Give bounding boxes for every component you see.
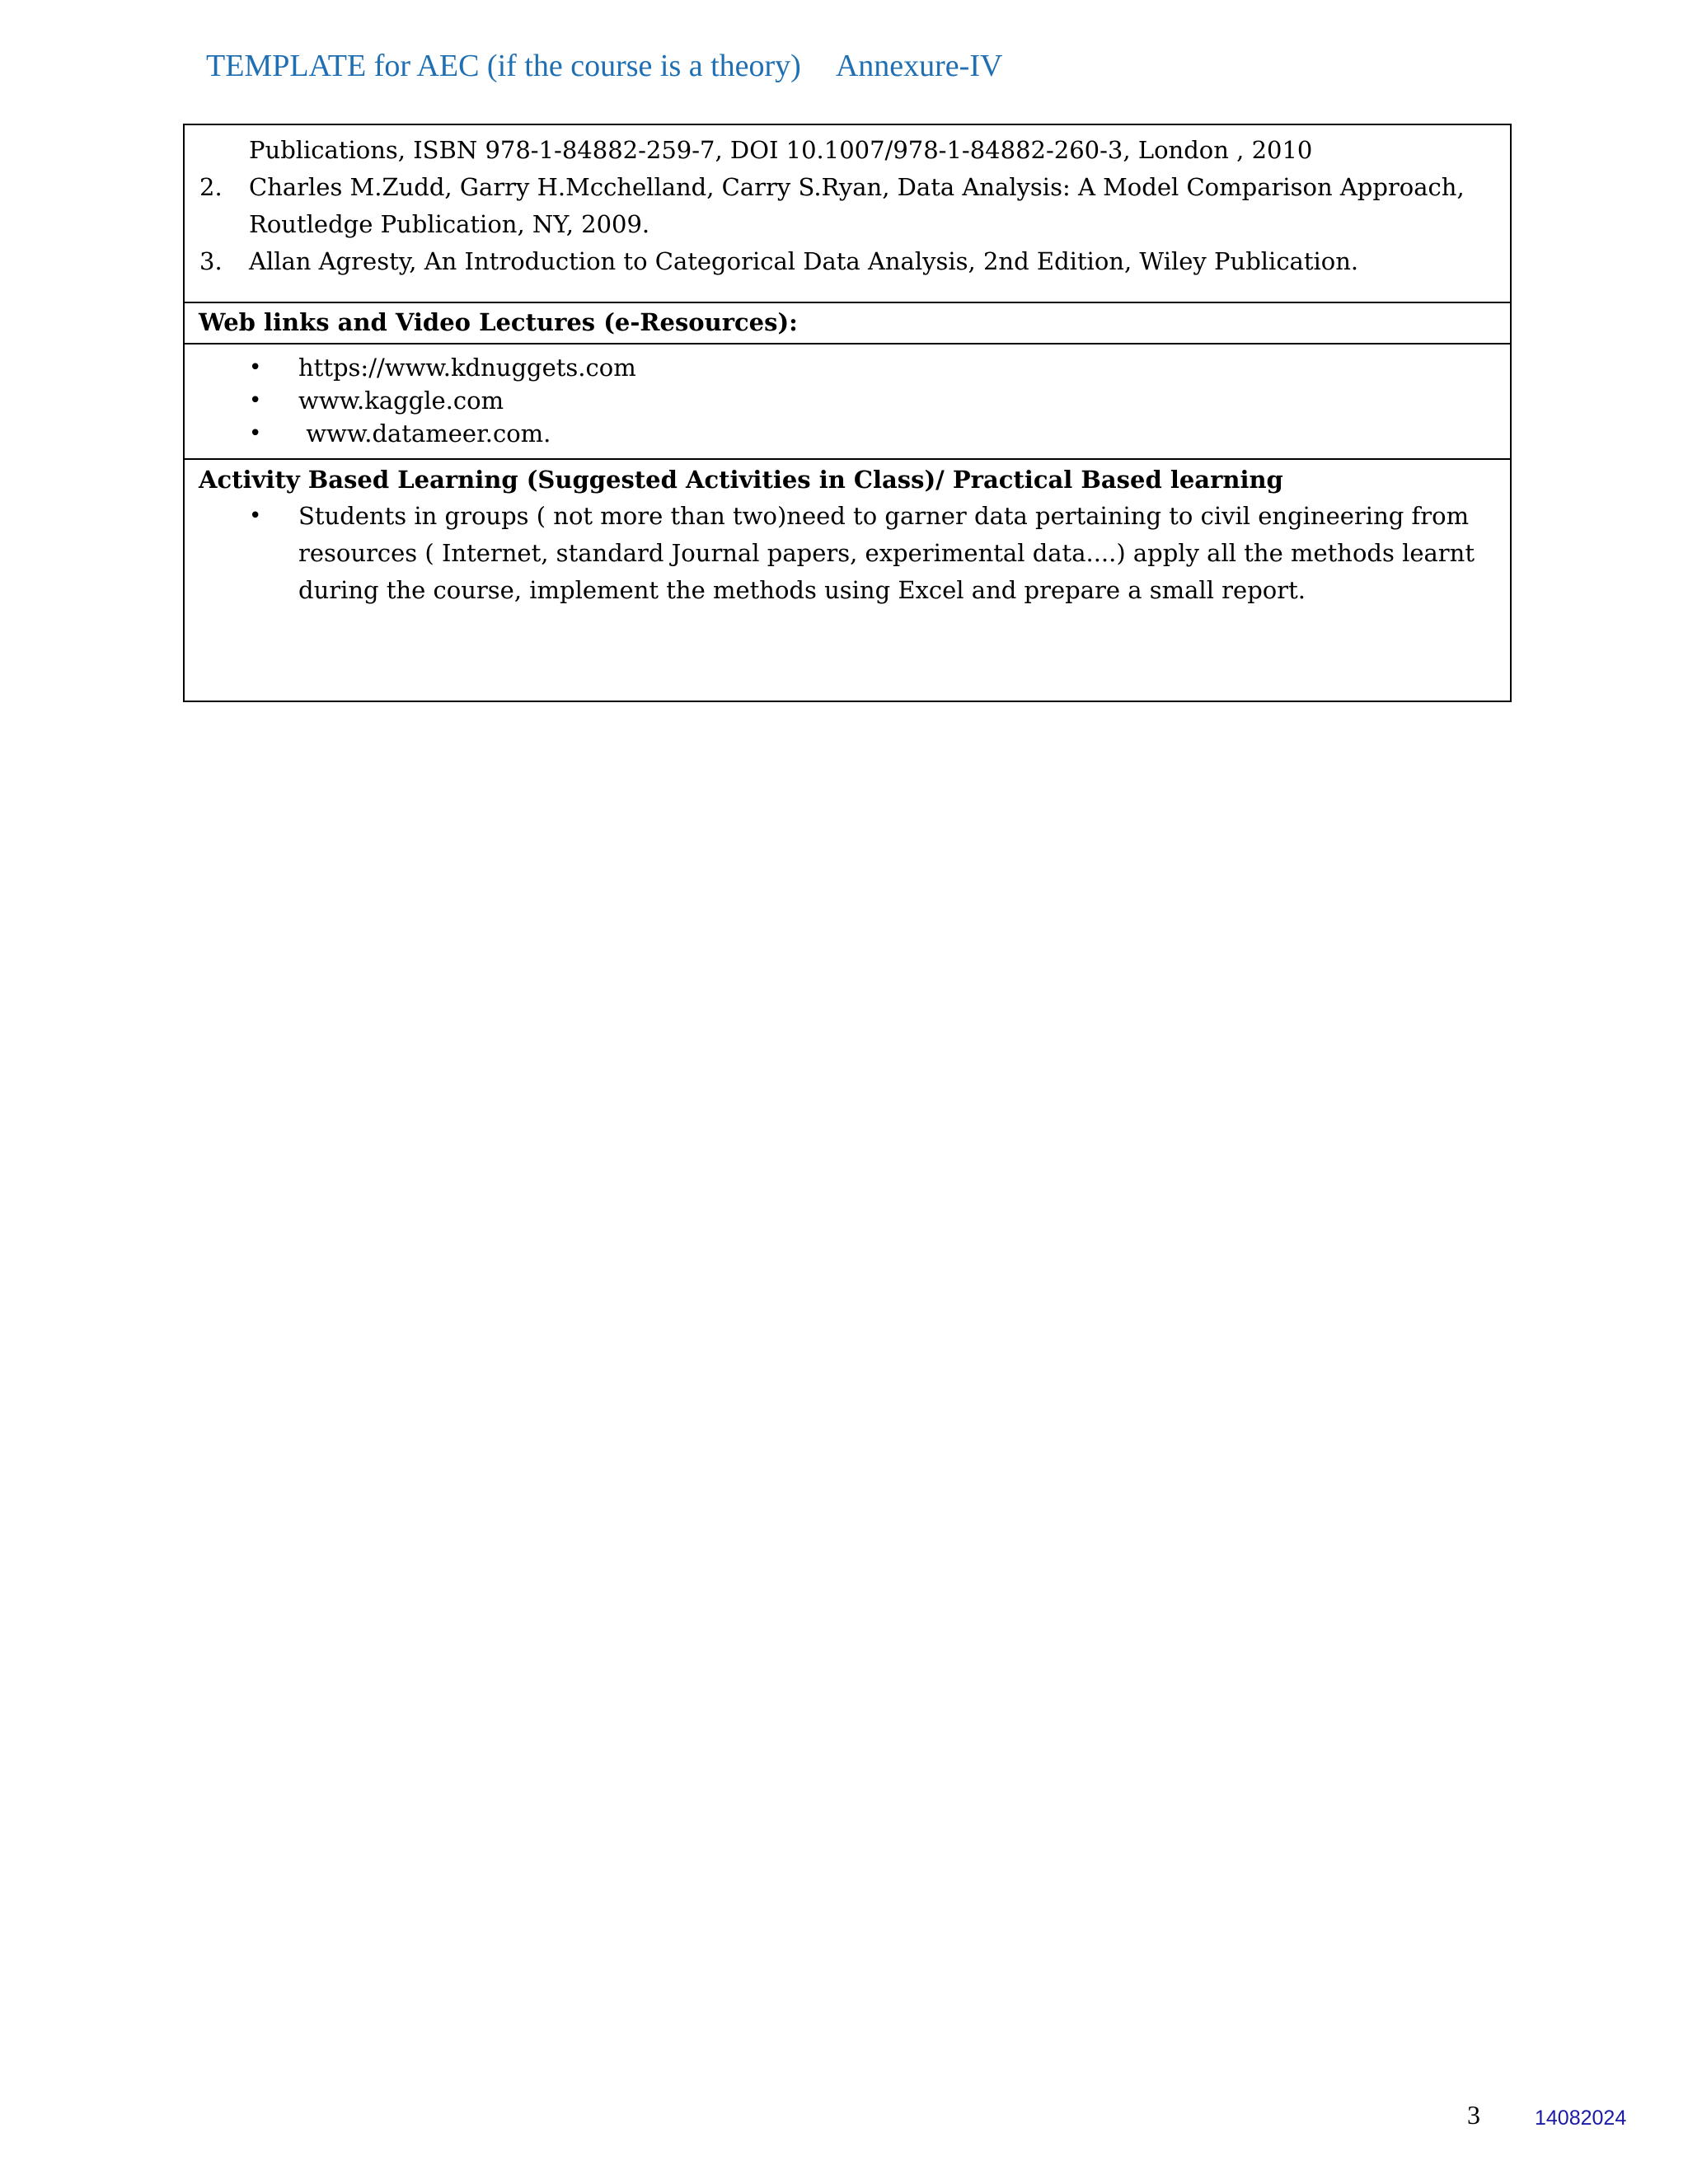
activity-learning-section [185,460,1510,701]
reference-number: 3. [199,247,223,275]
web-link-item[interactable] [185,417,1510,450]
web-link-item[interactable] [185,384,1510,417]
activity-description [185,498,1487,609]
web-link-text[interactable]: https://www.kdnuggets.com [298,354,636,382]
bullet-icon: • [249,504,262,528]
page-number: 3 [1467,2100,1480,2130]
reference-books-section [185,125,1510,303]
web-link-text[interactable]: www.kaggle.com [298,387,504,415]
reference-item [185,243,1510,280]
reference-text-continued: Routledge Publication, NY, 2009. [249,210,650,238]
bullet-icon: • [249,355,262,380]
bullet-icon: • [249,388,262,413]
activity-line: during the course, implement the methods using Excel and prepare a small report. [298,576,1306,604]
web-link-item[interactable] [185,351,1510,384]
web-link-text[interactable]: www.datameer.com. [298,419,551,448]
reference-number: 2. [199,173,223,201]
reference-text: Allan Agresty, An Introduction to Categorical Data Analysis, 2nd Edition, Wiley Publication. [249,247,1359,275]
reference-text: Charles M.Zudd, Garry H.Mcchelland, Carry S.Ryan, Data Analysis: A Model Comparison Approach, [249,173,1465,201]
activity-heading: Activity Based Learning (Suggested Activities in Class)/ Practical Based learning [199,466,1283,494]
bullet-icon: • [249,421,262,446]
activity-line: Students in groups ( not more than two)need to garner data pertaining to civil engineering from [298,502,1470,530]
course-details-table [183,124,1512,702]
template-title: TEMPLATE for AEC (if the course is a theory) [206,49,801,83]
web-links-list [185,344,1510,460]
web-links-heading: Web links and Video Lectures (e-Resources): [185,303,1510,344]
reference-item [185,169,1510,206]
document-code: 14082024 [1535,2107,1627,2130]
annexure-label: Annexure-IV [835,49,1003,83]
page-header [206,48,1002,84]
activity-line: resources ( Internet, standard Journal papers, experimental data....) apply all the methods learnt [298,539,1475,567]
reference-continuation: Publications, ISBN 978-1-84882-259-7, DOI 10.1007/978-1-84882-260-3, London , 2010 [249,136,1313,164]
